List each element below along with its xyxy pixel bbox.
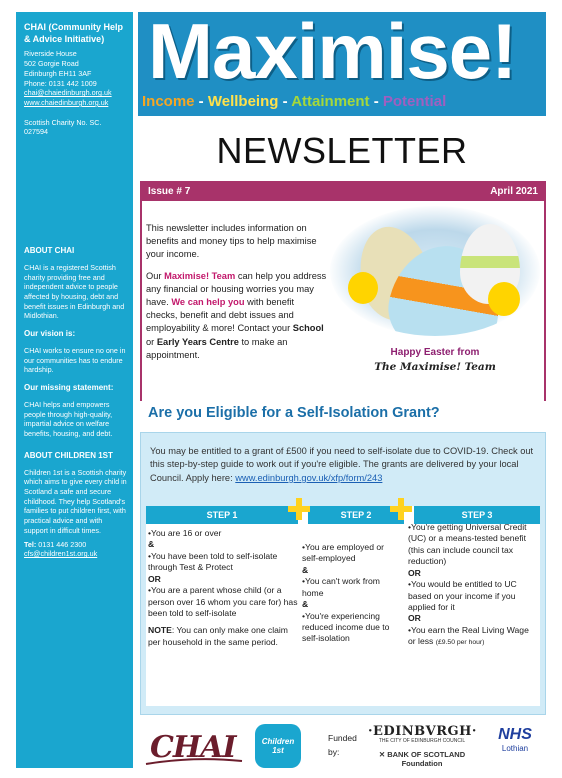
tag-potential: Potential — [382, 93, 447, 110]
about-chai-text: CHAI is a registered Scottish charity providing free and independent advice to people affected by housing, debt and benefit issues in Edinburgh and Midlothian. — [24, 262, 125, 321]
tag-separator: - — [194, 93, 208, 110]
issue-bar — [140, 181, 546, 201]
team-name: Maximise! Team — [164, 270, 236, 281]
children1st-email-link[interactable]: cfs@children1st.org.uk — [24, 549, 98, 559]
plus-icon — [288, 498, 310, 520]
children1st-phone: Tel: 0131 446 2300 — [24, 539, 87, 549]
step3-header: STEP 3 — [414, 506, 540, 524]
tag-attainment: Attainment — [291, 93, 370, 110]
easter-eggs-image — [330, 206, 540, 336]
bank-of-scotland-logo: ✕ BANK OF SCOTLAND — [378, 750, 466, 759]
issue-date: April 2021 — [490, 185, 538, 197]
tag-separator: - — [369, 93, 383, 110]
mission-heading: Our missing statement: — [24, 383, 114, 393]
org-title: CHAI (Community Help & Advice Initiative) — [24, 22, 123, 44]
grant-text: You may be entitled to a grant of £500 if you need to self-isolate due to COVID-19. Check out this step-by-step guide to work out if you're eligible. The grants are delivered by your local Council. Apply here: www.edinburgh.gov.uk/xfp/form/243 — [150, 446, 534, 483]
chai-logo: CHAI — [150, 730, 236, 765]
children1st-logo: Children 1st — [255, 724, 301, 768]
tag-income: Income — [142, 93, 195, 110]
help-highlight: We can help you — [171, 296, 245, 307]
easter-caption-line1: Happy Easter from — [390, 347, 480, 358]
step3-column: •You're getting Universal Credit (UC) or a means-tested benefit (this can include council tax reduction) OR •You would be entitled to UC based on your income if you applied for it OR •You earn the Real Living Wage or less (£9.50 per hour) — [408, 522, 529, 647]
masthead-title: Maximise! — [148, 12, 517, 95]
chick-shape — [488, 282, 520, 316]
newsletter-title: NEWSLETTER — [216, 130, 468, 171]
email-link[interactable]: chai@chaiedinburgh.org.uk — [24, 88, 112, 98]
address-line: Riverside House — [24, 49, 77, 59]
easter-caption — [330, 347, 540, 373]
about-children1st-heading: ABOUT CHILDREN 1ST — [24, 450, 113, 460]
plus-icon — [390, 498, 412, 520]
address-line: 502 Gorgie Road — [24, 59, 79, 69]
about-children1st-text: Children 1st is a Scottish charity which aims to give every child in Scotland a safe and secure childhood. They help Scotland's families to put children first, with practical advice and with support in difficult times. — [24, 467, 127, 535]
website-link[interactable]: www.chaiedinburgh.org.uk — [24, 97, 109, 107]
masthead — [138, 12, 546, 116]
about-section — [24, 234, 127, 559]
steps-panel — [146, 506, 540, 706]
vision-heading: Our vision is: — [24, 329, 76, 339]
issue-number: Issue # 7 — [148, 185, 191, 197]
tagline — [142, 93, 446, 110]
step1-note: NOTE: You can only make one claim per household in the same period. — [148, 625, 288, 647]
intro-paragraph: This newsletter includes information on benefits and money tips to help maximise your income. — [146, 223, 317, 260]
vision-text: CHAI works to ensure no one in our communities has to endure hardship. — [24, 345, 126, 375]
nhs-lothian-logo: NHS Lothian — [498, 726, 532, 753]
about-chai-heading: ABOUT CHAI — [24, 246, 75, 255]
edinburgh-council-logo: ·EDINBVRGH· THE CITY OF EDINBURGH COUNCIL ✕ BANK OF SCOTLAND Foundation — [368, 724, 477, 768]
funders-footer — [140, 720, 546, 772]
tag-wellbeing: Wellbeing — [207, 93, 279, 110]
step2-column: •You are employed or self-employed & •You can't work from home & •You're experiencing reduced income due to self-isolation — [302, 542, 390, 644]
chick-shape — [348, 272, 378, 304]
intro-text — [146, 222, 328, 370]
intro-paragraph: Our Maximise! Team can help you address any financial or housing worries you may have. We can help you with benefit checks, benefit and debt issues and employability & more! Contact your School or Early Years Centre to make an appointment. — [146, 270, 327, 360]
step1-column: •You are 16 or over & •You have been told to self-isolate through Test & Protect OR •You are a parent whose child (or a person over 16 whom you care for) has been told to self-isolate NOTE: You can only make one claim per household in the same period. — [148, 528, 298, 647]
address-line: Edinburgh EH11 3AF — [24, 68, 92, 78]
mission-text: CHAI helps and empowers people through high-quality, impartial advice on welfare benefits, housing, and debt. — [24, 399, 113, 439]
chai-swoosh-icon — [144, 758, 244, 766]
charity-number: Scottish Charity No. SC. 027594 — [24, 117, 102, 137]
sidebar — [16, 12, 133, 768]
step1-header: STEP 1 — [146, 506, 298, 524]
step2-header: STEP 2 — [308, 506, 404, 524]
easter-caption-line2: The Maximise! Team — [374, 361, 496, 373]
funded-by-label: Funded by: — [328, 733, 357, 757]
grant-heading: Are you Eligible for a Self-Isolation Grant? — [148, 405, 440, 421]
phone: Phone: 0131 442 1009 — [24, 78, 97, 88]
apply-link[interactable]: www.edinburgh.gov.uk/xfp/form/243 — [235, 472, 383, 483]
tag-separator: - — [278, 93, 292, 110]
